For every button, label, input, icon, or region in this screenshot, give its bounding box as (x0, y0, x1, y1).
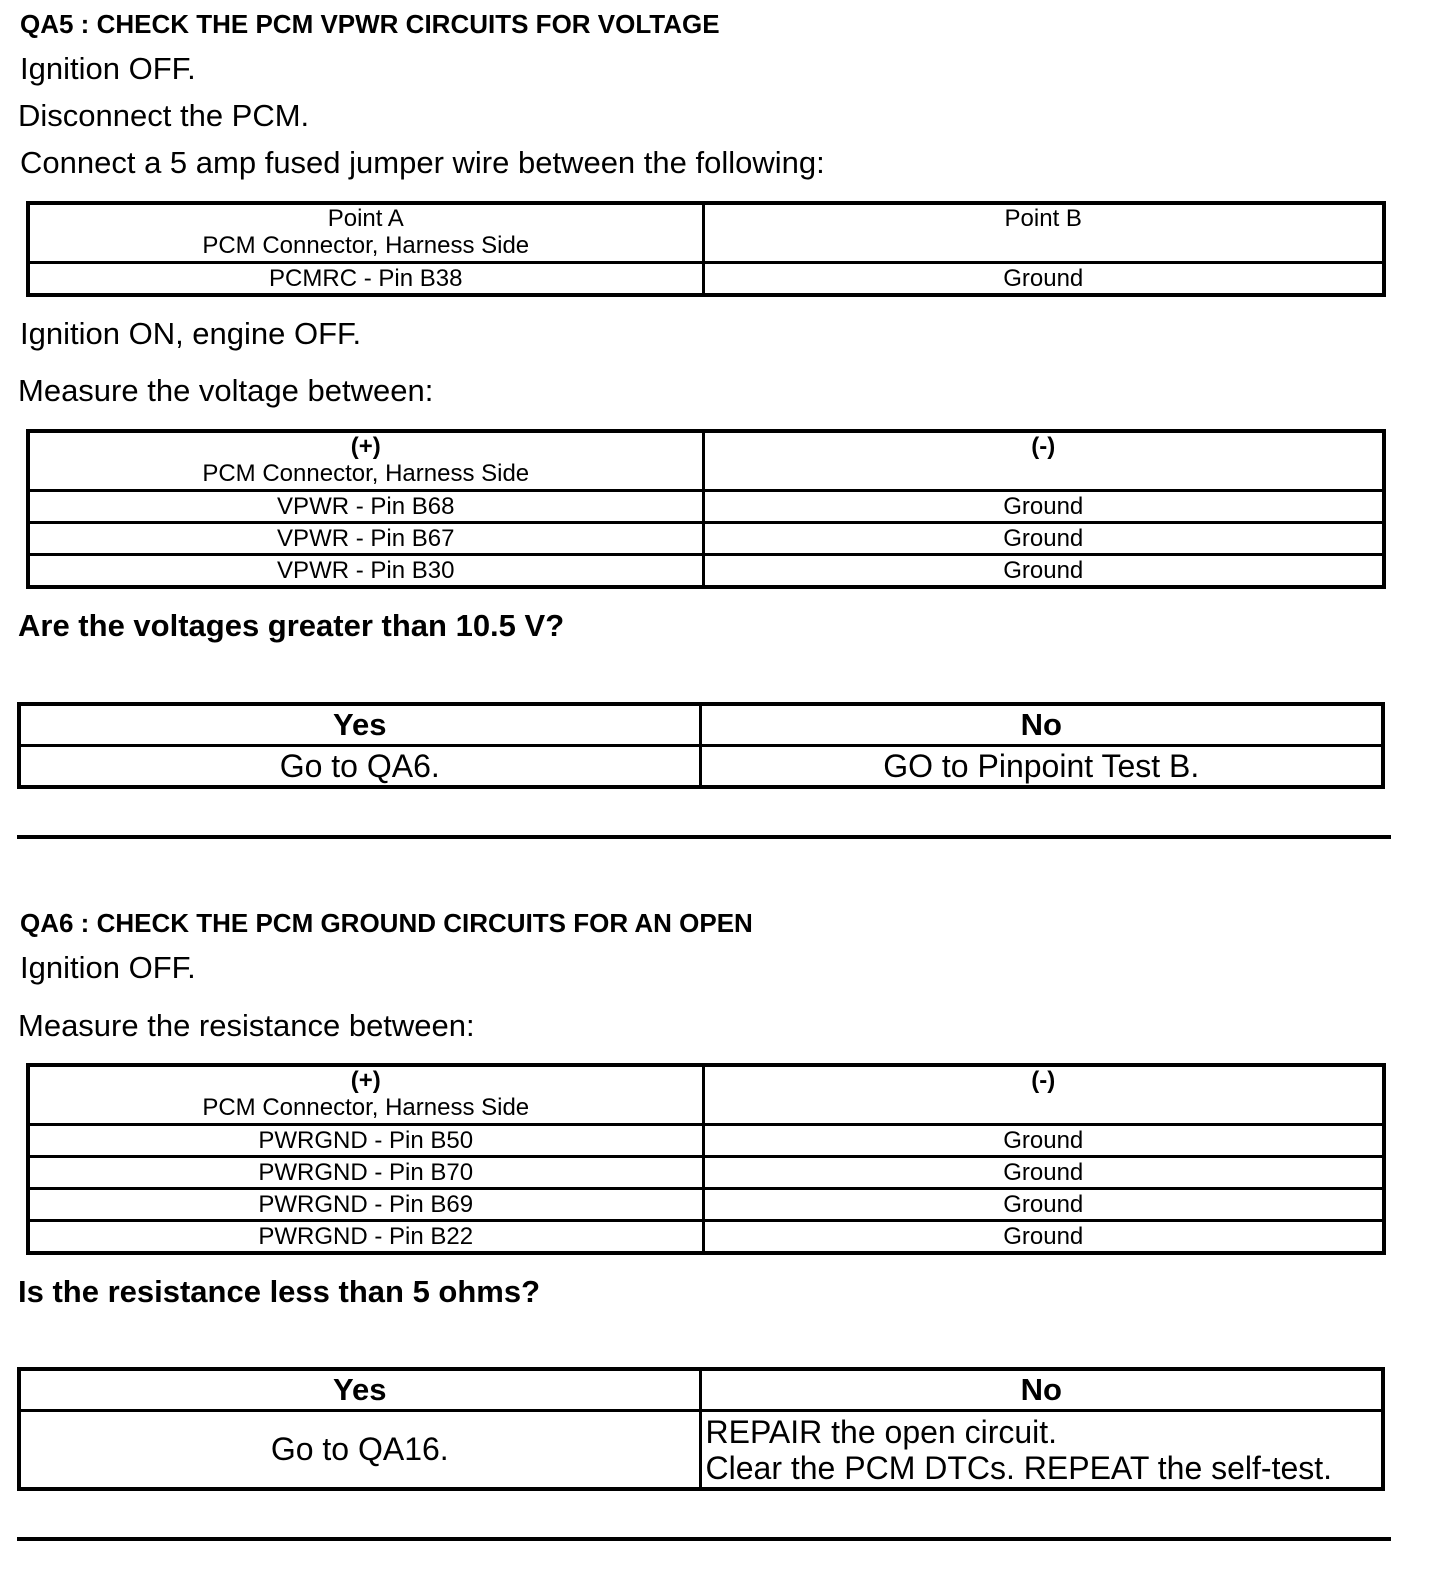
voltage-col-a-header (28, 431, 703, 491)
qa6-yes-action: Go to QA16. (19, 1411, 700, 1490)
section-divider (17, 835, 1391, 839)
table-row (28, 491, 1384, 523)
table-row (28, 1221, 1384, 1254)
qa6-yes-header: Yes (19, 1369, 700, 1411)
table-row (28, 1189, 1384, 1221)
qa5-jumper-table (26, 201, 1386, 297)
qa6-heading: QA6 : CHECK THE PCM GROUND CIRCUITS FOR AN OPEN (20, 908, 753, 938)
jumper-col-a-sub: PCM Connector, Harness Side (202, 232, 530, 259)
jumper-cell-b: Ground (703, 263, 1384, 296)
qa6-no-action (700, 1411, 1383, 1490)
voltage-cell-a: VPWR - Pin B67 (28, 523, 703, 555)
qa6-step-2: Measure the resistance between: (18, 1008, 475, 1043)
qa5-step-5: Measure the voltage between: (18, 373, 434, 408)
qa5-voltage-table (26, 429, 1386, 589)
resistance-cell-b: Ground (703, 1221, 1384, 1254)
table-row (28, 1125, 1384, 1157)
qa5-step-4: Ignition ON, engine OFF. (20, 316, 362, 351)
resistance-cell-b: Ground (703, 1157, 1384, 1189)
qa5-no-action: GO to Pinpoint Test B. (700, 746, 1383, 788)
voltage-col-b-title: (-) (1031, 433, 1056, 460)
qa5-question: Are the voltages greater than 10.5 V? (18, 608, 565, 643)
qa6-no-header: No (700, 1369, 1383, 1411)
jumper-col-b-title: Point B (1004, 205, 1082, 232)
qa5-step-3: Connect a 5 amp fused jumper wire between the following: (20, 145, 825, 180)
section-divider (17, 1537, 1391, 1541)
qa6-resistance-table (26, 1063, 1386, 1255)
qa5-no-header: No (700, 704, 1383, 746)
qa6-result-table (17, 1367, 1385, 1491)
qa5-heading: QA5 : CHECK THE PCM VPWR CIRCUITS FOR VOLTAGE (20, 9, 720, 39)
voltage-cell-b: Ground (703, 555, 1384, 588)
qa6-question: Is the resistance less than 5 ohms? (18, 1274, 541, 1309)
voltage-col-b-header (703, 431, 1384, 491)
resistance-col-a-title: (+) (350, 1067, 381, 1094)
resistance-col-b-title: (-) (1031, 1067, 1056, 1094)
voltage-col-a-title: (+) (350, 433, 381, 460)
voltage-cell-b: Ground (703, 491, 1384, 523)
resistance-cell-a: PWRGND - Pin B22 (28, 1221, 703, 1254)
table-row (28, 523, 1384, 555)
resistance-cell-b: Ground (703, 1125, 1384, 1157)
resistance-cell-b: Ground (703, 1189, 1384, 1221)
resistance-col-a-sub: PCM Connector, Harness Side (202, 1094, 530, 1121)
voltage-col-a-sub: PCM Connector, Harness Side (202, 460, 530, 487)
qa5-step-2: Disconnect the PCM. (18, 98, 310, 133)
qa6-no-action-line-1: REPAIR the open circuit. (705, 1413, 1058, 1450)
qa6-no-action-line-2: Clear the PCM DTCs. REPEAT the self-test. (705, 1449, 1333, 1486)
qa5-yes-header: Yes (19, 704, 700, 746)
resistance-cell-a: PWRGND - Pin B70 (28, 1157, 703, 1189)
table-row (28, 1157, 1384, 1189)
resistance-cell-a: PWRGND - Pin B69 (28, 1189, 703, 1221)
qa5-step-1: Ignition OFF. (20, 51, 196, 86)
resistance-col-a-header (28, 1065, 703, 1125)
qa5-result-table (17, 702, 1385, 789)
table-row (28, 263, 1384, 296)
jumper-cell-a: PCMRC - Pin B38 (28, 263, 703, 296)
resistance-col-b-header (703, 1065, 1384, 1125)
jumper-col-b-header (703, 203, 1384, 263)
resistance-cell-a: PWRGND - Pin B50 (28, 1125, 703, 1157)
jumper-col-a-title: Point A (327, 205, 404, 232)
voltage-cell-a: VPWR - Pin B68 (28, 491, 703, 523)
table-row (28, 555, 1384, 588)
voltage-cell-a: VPWR - Pin B30 (28, 555, 703, 588)
voltage-cell-b: Ground (703, 523, 1384, 555)
qa6-step-1: Ignition OFF. (20, 950, 196, 985)
qa5-yes-action: Go to QA6. (19, 746, 700, 788)
jumper-col-a-header (28, 203, 703, 263)
